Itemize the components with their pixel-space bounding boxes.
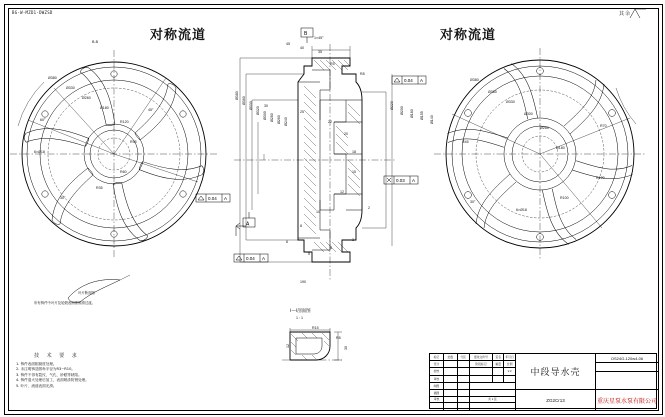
- center-dim-24: 8: [300, 224, 302, 228]
- center-dim-2: Ø330: [249, 101, 253, 110]
- svg-text:A: A: [246, 221, 250, 228]
- center-dim-17: 25: [300, 110, 304, 114]
- center-dim-22: 12: [340, 190, 344, 194]
- center-dim-4: Ø300: [263, 111, 267, 120]
- center-dim-16: 30: [264, 104, 268, 108]
- center-dim-7: Ø240: [284, 117, 288, 126]
- bl-row0-c4: [493, 383, 515, 390]
- sign-row1-c5: 1:2: [507, 369, 512, 374]
- sign-row0-c3: 阶段标记: [470, 361, 494, 367]
- rev-head-4: 签名: [493, 354, 504, 360]
- blade-caption: 叶片断面图: [78, 291, 95, 295]
- part-name: 中段导水壳: [530, 368, 581, 378]
- sign-row2-c1: [444, 376, 458, 382]
- left-dim-10: 45°: [148, 108, 154, 112]
- bl-row0-c1: [444, 383, 458, 390]
- surface-finish-label: 其余: [618, 11, 631, 17]
- svg-text:0.03: 0.03: [396, 178, 405, 183]
- bl-row0-c2: [458, 383, 470, 390]
- center-dim-15: 35: [318, 50, 322, 54]
- gdt-runout-1: [384, 176, 424, 186]
- notes-heading: 技 术 要 求: [34, 353, 80, 359]
- drawing-number-row-2: [596, 363, 658, 372]
- bl2-row0-c2: [458, 390, 470, 396]
- sign-row1-c3: [470, 368, 494, 374]
- center-dim-8: Ø220: [390, 101, 394, 110]
- center-dim-5: Ø280: [270, 113, 274, 122]
- bl-row0-c3: [470, 383, 494, 390]
- note-line-4: 5. 叶片、流道表面光滑。: [16, 383, 57, 388]
- note-line-0: 1. 铸件表面粗糙度处理。: [16, 362, 57, 366]
- blade-note: 所有铸件中叶片及轮毂表面需圆滑过渡。: [34, 301, 96, 305]
- center-dim-25: 6: [286, 240, 288, 244]
- left-dim-7: R35: [96, 186, 103, 190]
- datum-b-symbol: [300, 28, 316, 46]
- title-block-bottom: [430, 390, 658, 410]
- bl2-row0-c0: 描图: [430, 390, 444, 396]
- rev-head-2: 分区: [458, 354, 470, 360]
- sign-row2-c4: [493, 376, 504, 382]
- bl2-row2-c1: [444, 403, 458, 410]
- center-dim-11: Ø155: [420, 111, 424, 120]
- bl2-row1-c2: [458, 397, 470, 403]
- sign-row0-c4: 重量: [493, 361, 504, 367]
- note-line-2: 3. 铸件不得有裂纹、气孔、砂眼等缺陷。: [16, 372, 82, 377]
- detail-dim-3: 30: [344, 346, 348, 350]
- sign-row1-c4: [493, 368, 504, 374]
- svg-text:A: A: [420, 78, 424, 83]
- bl-row0-c0: 制图: [430, 383, 444, 390]
- right-dim-4: Ø260: [540, 126, 549, 130]
- svg-text:0.04: 0.04: [404, 78, 413, 83]
- svg-text:A: A: [412, 178, 416, 183]
- sign-row0-c2: [458, 361, 470, 367]
- drawing-code: BG-W-MZD1-DWZSD: [12, 10, 53, 15]
- gdt-flatness-1: [392, 76, 432, 86]
- center-dim-10: Ø180: [410, 109, 414, 118]
- rev-head-3: 更改文件号: [470, 354, 494, 360]
- center-dim-29: 2: [368, 206, 370, 210]
- right-dim-0: Ø380: [470, 78, 479, 82]
- left-dim-6: R60: [120, 170, 127, 174]
- center-dim-3: Ø320: [256, 106, 260, 115]
- rev-head-1: 处数: [444, 354, 458, 360]
- center-dim-13: 45: [286, 42, 290, 46]
- sign-row0-c0: 设计: [430, 361, 444, 367]
- rev-head-5: 年月日: [505, 355, 514, 360]
- sign-row1-c2: [458, 368, 470, 374]
- bl2-row0-c1: [444, 390, 458, 396]
- detail-view-scale: 1 : 1: [296, 316, 303, 320]
- left-dim-11: 60°: [40, 118, 46, 122]
- detail-section-view: [282, 322, 372, 382]
- right-dim-7: R100: [560, 196, 569, 200]
- right-dim-6: R120: [596, 176, 605, 180]
- sign-row1-c0: 校核: [430, 368, 444, 374]
- left-dim-3: Ø180: [100, 106, 109, 110]
- center-dim-6: Ø260: [277, 115, 281, 124]
- datum-a-symbol: [242, 212, 258, 230]
- center-section-view: [230, 30, 460, 290]
- sign-row2-c2: [458, 376, 470, 382]
- detail-dim-2: 12: [286, 344, 290, 348]
- left-dim-2: Ø260: [82, 96, 91, 100]
- title-block-revision-table: [430, 354, 516, 390]
- bl2-row2-c0: [430, 403, 444, 410]
- sign-row2-c5: [504, 376, 515, 382]
- center-dim-32: R8: [360, 72, 365, 76]
- center-dim-1: Ø360: [242, 96, 246, 105]
- svg-text:0.04: 0.04: [246, 256, 255, 261]
- left-dim-9: 30°: [60, 196, 66, 200]
- bl2-row0-c3: [470, 390, 515, 396]
- left-dim-0: Ø380: [48, 76, 57, 80]
- left-view-title: 对称流道: [150, 28, 207, 43]
- center-dim-9: Ø200: [400, 106, 404, 115]
- sign-row1-c1: [444, 368, 458, 374]
- svg-text:0.04: 0.04: [208, 196, 217, 201]
- left-impeller-view: [14, 44, 234, 284]
- center-dim-31: R5: [330, 62, 335, 66]
- part-name-cell: [516, 354, 596, 390]
- center-dim-33: 1×45°: [314, 36, 324, 40]
- right-dim-2: Ø330: [506, 100, 515, 104]
- center-dim-27: 4: [330, 246, 332, 250]
- svg-text:B: B: [304, 31, 308, 37]
- drawing-number-cell: [596, 354, 658, 390]
- detail-view-title: I—I剖面图: [290, 309, 311, 314]
- surface-finish-symbol-icon: [628, 6, 665, 24]
- center-dim-26: 5: [308, 252, 310, 256]
- drawing-number-row-3: [596, 372, 658, 390]
- sign-row0-c1: [444, 361, 458, 367]
- left-dim-5: R95: [130, 140, 137, 144]
- center-dim-28: 3: [352, 238, 354, 242]
- left-dim-8: 6×Ø18: [34, 150, 45, 154]
- center-dim-12: Ø140: [430, 115, 434, 124]
- bl2-row1-c3: 共 1 张: [488, 397, 497, 402]
- left-dim-4: R120: [120, 120, 129, 124]
- left-dim-1: Ø330: [66, 86, 75, 90]
- center-dim-20: 18: [352, 150, 356, 154]
- detail-dim-1: R8: [336, 336, 341, 340]
- title-block-bottom-left: [430, 390, 516, 410]
- gdt-flatness-3: [234, 254, 274, 264]
- company-name: 重庆星泵水泵有限公司: [596, 397, 657, 405]
- svg-text:A: A: [262, 256, 266, 261]
- svg-text:A: A: [224, 196, 228, 201]
- right-dim-5: Ø180: [556, 146, 565, 150]
- bl2-row1-c0: 审核: [430, 397, 444, 403]
- center-dim-0: Ø380: [235, 91, 239, 100]
- center-dim-18: 22: [328, 120, 332, 124]
- note-line-3: 4. 铸件退火处理后加工，表面喷漆防锈处理。: [16, 378, 89, 383]
- bl2-row2-c3: [470, 403, 515, 410]
- center-dim-19: 20: [344, 132, 348, 136]
- right-dim-10: 6×Ø18: [516, 208, 527, 212]
- center-dim-14: 40: [300, 46, 304, 50]
- center-dim-21: 15: [352, 170, 356, 174]
- drawing-number: OS24G-120w4-06: [596, 354, 658, 363]
- center-dim-30: 190: [300, 280, 306, 284]
- bl2-row2-c2: [458, 403, 470, 410]
- sign-row0-c5: 比例: [506, 362, 513, 367]
- right-dim-1: Ø360: [488, 90, 497, 94]
- center-dim-23: 10: [316, 210, 320, 214]
- blade-section-detail: [58, 272, 158, 322]
- sign-row2-c0: 审核: [430, 376, 444, 382]
- right-dim-11: 30°: [470, 200, 476, 204]
- right-view-title: 对称流道: [440, 28, 497, 43]
- sign-row2-c3: [470, 376, 494, 382]
- right-dim-8: R70: [600, 124, 607, 128]
- note-line-1: 2. 未注明铸造圆角半径为R3~R10。: [16, 367, 75, 372]
- rev-head-0: 标记: [430, 354, 444, 360]
- left-section-label: B-B: [92, 40, 98, 44]
- right-dim-3: Ø300: [524, 112, 533, 116]
- detail-dim-0: R15: [312, 326, 319, 330]
- gdt-flatness-2: [196, 194, 236, 204]
- right-dim-9: R45: [462, 140, 469, 144]
- title-block: [429, 353, 657, 409]
- bl2-row1-c1: [444, 397, 458, 403]
- material-cell: ZG2Cr13: [516, 390, 596, 410]
